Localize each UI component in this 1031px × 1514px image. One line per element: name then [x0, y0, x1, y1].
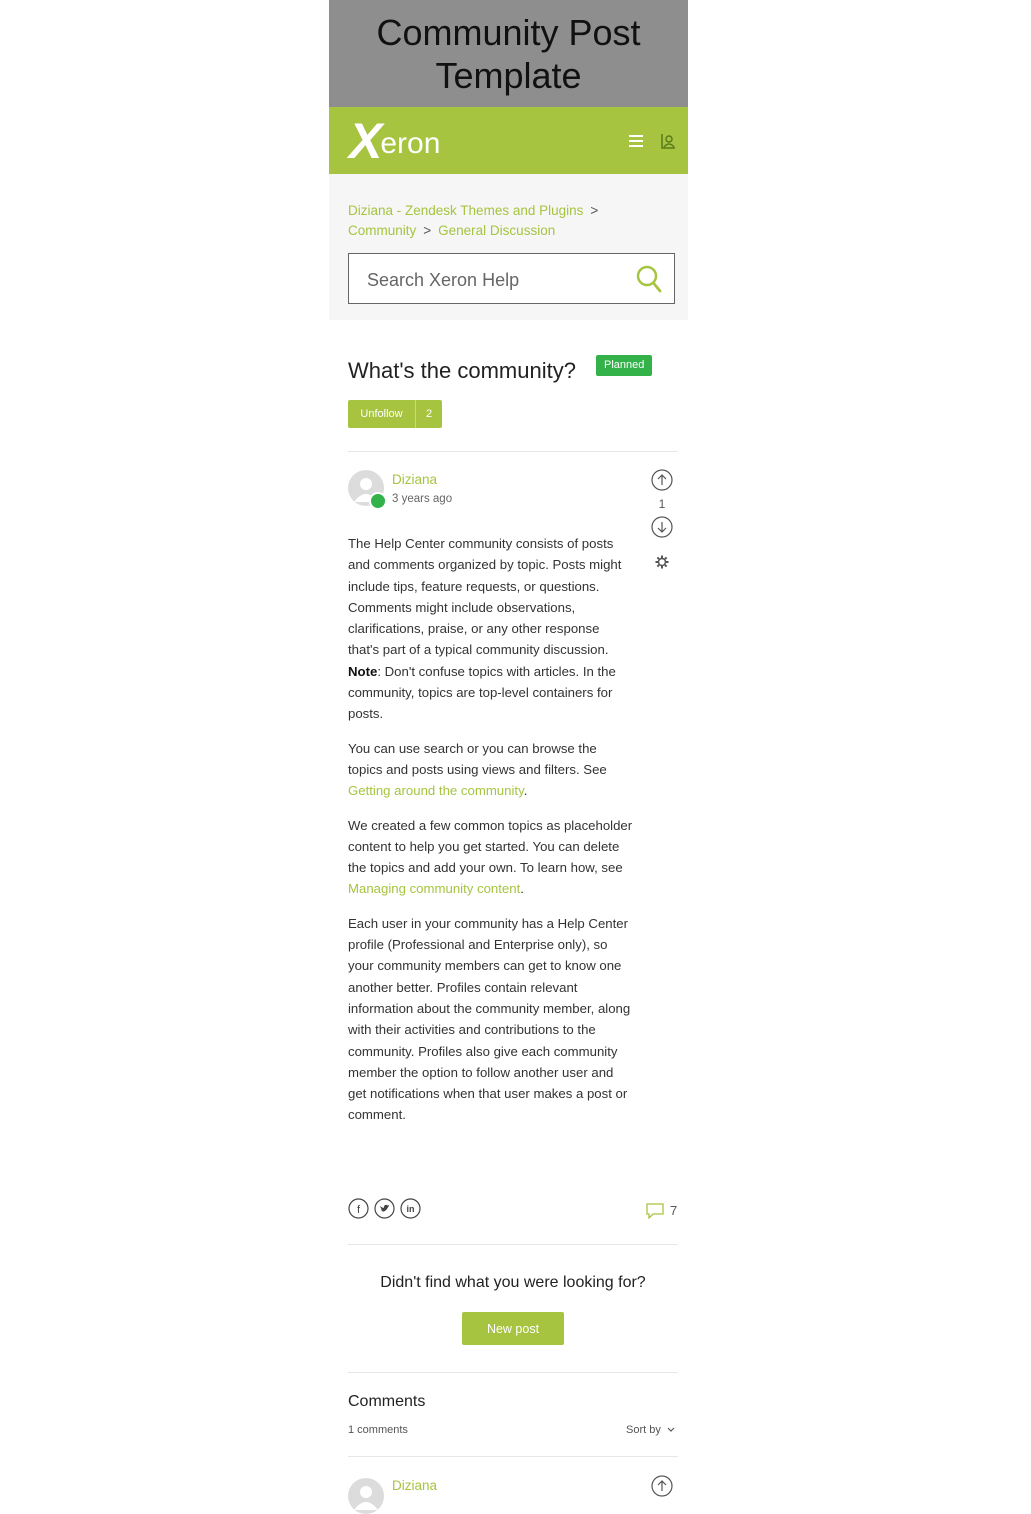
new-post-button[interactable]: New post	[462, 1312, 564, 1345]
getting-around-link[interactable]: Getting around the community	[348, 783, 524, 799]
downvote-icon[interactable]	[651, 516, 673, 538]
breadcrumb-item-community[interactable]: Community	[348, 223, 417, 238]
search-icon[interactable]	[636, 265, 662, 293]
chevron-down-icon	[667, 1427, 675, 1433]
logo-rest: eron	[380, 127, 441, 160]
comments-count: 1 comments	[348, 1424, 408, 1436]
post-paragraph: The Help Center community consists of posts and comments organized by topic. Posts might include tips, feature requests, or questions. Comments might include observations, clarifications, praise, or any other response that's part of a typical community discussion. Note: Don't confuse topics with articles. In the community, topics are top-level containers for posts.	[348, 536, 622, 722]
comment-count: 7	[670, 1203, 678, 1218]
follower-count: 2	[425, 408, 433, 420]
comment-bubble-icon[interactable]	[646, 1203, 664, 1219]
search-region	[329, 174, 688, 320]
gear-icon[interactable]	[655, 555, 669, 569]
cta-question: Didn't find what you were looking for?	[380, 1274, 646, 1291]
avatar[interactable]	[348, 1478, 384, 1514]
breadcrumb-separator: >	[590, 203, 599, 218]
search-box	[348, 253, 675, 304]
twitter-icon[interactable]	[374, 1198, 395, 1219]
managing-content-link[interactable]: Managing community content	[348, 881, 521, 897]
post-paragraph: Each user in your community has a Help Center profile (Professional and Enterprise only), so your community members can get to know one another better. Profiles contain relevant information about the community member, along with their activities and contributions to the community. Profiles also give each community member the option to follow another user and get notifications when that user makes a post or comment.	[348, 915, 631, 1123]
site-header	[329, 107, 688, 174]
vote-count: 1	[658, 497, 666, 511]
upvote-icon[interactable]	[651, 1475, 673, 1497]
follow-button[interactable]	[348, 400, 442, 428]
user-profile-icon[interactable]	[659, 132, 677, 150]
svg-text:in: in	[406, 1204, 415, 1214]
linkedin-icon[interactable]	[400, 1198, 421, 1219]
default-avatar-icon	[348, 1478, 384, 1514]
post-body	[348, 533, 633, 1139]
post-title: What's the community?	[348, 358, 576, 383]
facebook-icon[interactable]	[348, 1198, 369, 1219]
note-label: Note	[348, 663, 378, 679]
logo-initial: X	[349, 113, 379, 169]
hamburger-menu-icon[interactable]	[629, 135, 643, 147]
status-badge: Planned	[596, 355, 652, 376]
template-banner	[329, 0, 688, 107]
post-timestamp: 3 years ago	[392, 493, 453, 505]
divider	[348, 451, 678, 452]
agent-badge-icon	[369, 492, 387, 510]
post-paragraph: You can use search or you can browse the topics and posts using views and filters. See Getting around the community.	[348, 740, 607, 799]
search-input[interactable]	[365, 266, 629, 294]
svg-text:f: f	[356, 1204, 361, 1216]
upvote-icon[interactable]	[651, 469, 673, 491]
comments-heading: Comments	[348, 1393, 426, 1410]
breadcrumb-item-home[interactable]: Diziana - Zendesk Themes and Plugins	[348, 203, 584, 218]
post-author[interactable]: Diziana	[392, 472, 438, 487]
divider	[348, 1456, 678, 1457]
brand-logo[interactable]	[349, 113, 441, 169]
banner-title: Community Post Template	[376, 11, 641, 96]
breadcrumb-item-topic[interactable]: General Discussion	[438, 223, 556, 238]
sort-dropdown[interactable]	[626, 1424, 675, 1436]
breadcrumb	[348, 201, 678, 241]
divider	[348, 1372, 678, 1373]
divider	[348, 1244, 678, 1245]
follow-label: Unfollow	[360, 408, 403, 420]
sort-label: Sort by	[626, 1424, 661, 1436]
breadcrumb-separator: >	[423, 223, 432, 238]
post-paragraph: We created a few common topics as placeholder content to help you get started. You can delete the topics and add your own. To learn how, see Managing community content.	[348, 817, 633, 897]
comment-author[interactable]: Diziana	[392, 1478, 438, 1493]
